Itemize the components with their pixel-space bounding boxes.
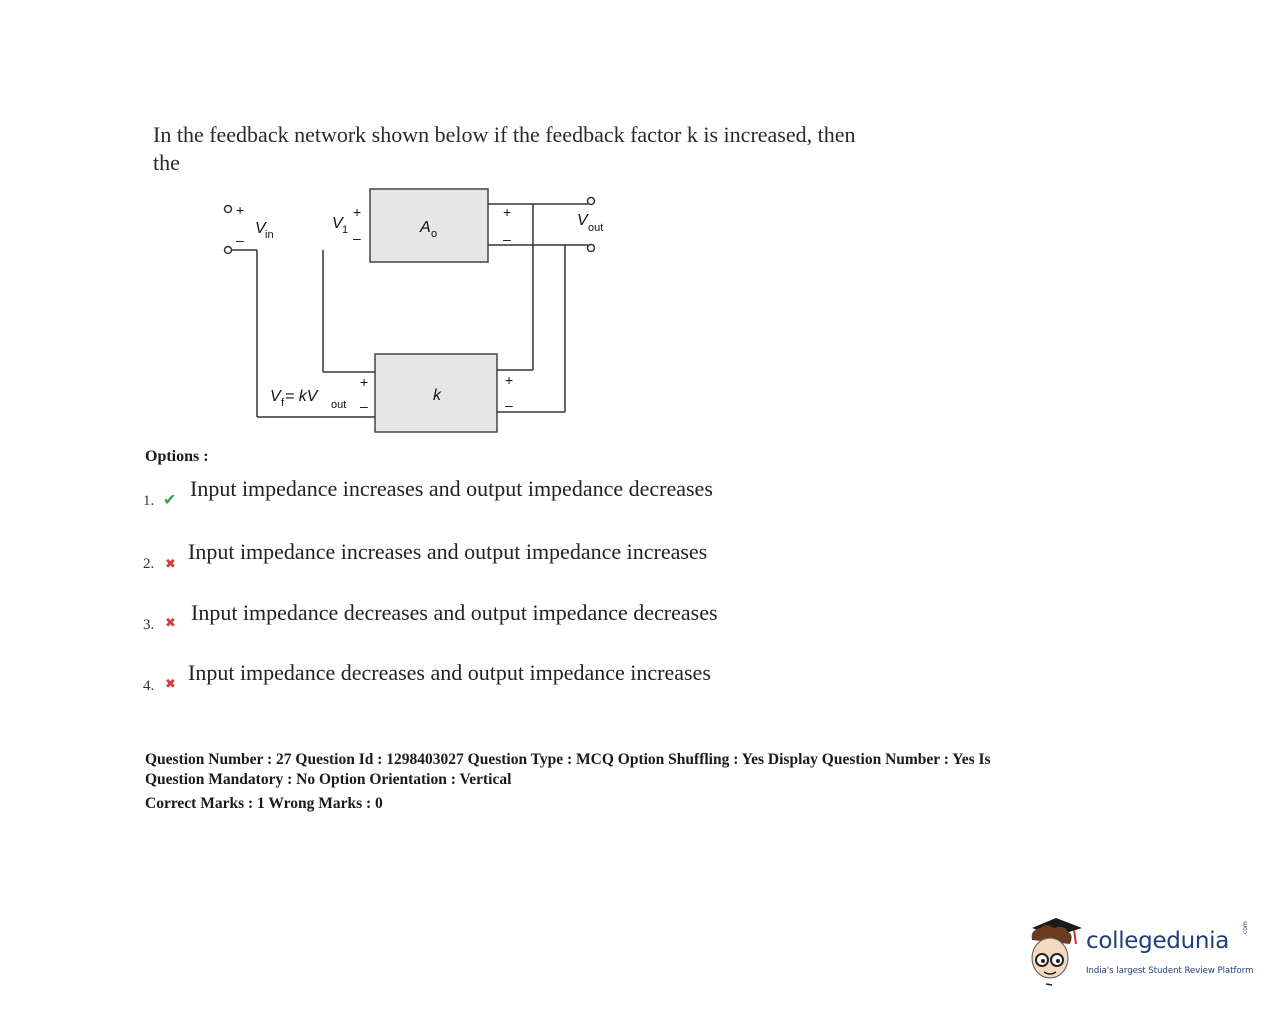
metadata-line-1: Question Number : 27 Question Id : 1298403027 Question Type : MCQ Option Shuffling : Yes Display Question Number : Yes Is: [145, 751, 991, 768]
minus-sign: –: [236, 232, 244, 248]
plus-sign: +: [360, 374, 369, 390]
question-metadata: [145, 750, 1125, 790]
question-line-1: In the feedback network shown below if the feedback factor k is increased, then: [153, 122, 856, 147]
vout-label: V: [577, 212, 588, 229]
amplifier-label: A: [420, 219, 431, 236]
minus-sign: –: [360, 398, 368, 414]
vout-subscript: out: [588, 222, 604, 234]
plus-sign: +: [236, 202, 245, 218]
option-text: Input impedance increases and output impedance decreases: [190, 476, 713, 501]
marks-info: Correct Marks : 1 Wrong Marks : 0: [145, 795, 383, 812]
minus-sign: –: [503, 231, 511, 247]
option-number: 1.: [143, 493, 155, 509]
input-terminal-minus: [225, 247, 232, 254]
option-number: 4.: [143, 678, 155, 694]
feedback-block-label: k: [433, 387, 441, 404]
logo-wordmark: collegedunia: [1086, 928, 1230, 954]
output-terminal-minus: [588, 245, 595, 252]
options-label: Options :: [145, 448, 209, 465]
amplifier-subscript: o: [431, 228, 438, 240]
logo-com-suffix: .com: [1242, 921, 1249, 936]
output-terminal-plus: [588, 198, 595, 205]
option-text: Input impedance decreases and output impedance increases: [188, 660, 711, 685]
question-line-2: the: [153, 150, 180, 175]
feedback-equation-subscript: out: [331, 399, 347, 411]
minus-sign: –: [505, 397, 513, 413]
logo-tagline: India's largest Student Review Platform: [1086, 966, 1254, 976]
option-text: Input impedance increases and output impedance increases: [188, 539, 708, 564]
cross-icon: ✖: [165, 556, 176, 571]
feedback-network-diagram: [215, 182, 625, 442]
cross-icon: ✖: [165, 615, 176, 630]
feedback-equation: = kV: [285, 388, 318, 405]
option-number: 2.: [143, 556, 155, 572]
v1-label: V: [332, 215, 343, 232]
feedback-voltage-subscript: f: [281, 397, 285, 409]
check-icon: ✔: [163, 492, 177, 509]
plus-sign: +: [505, 372, 514, 388]
metadata-line-2: Question Mandatory : No Option Orientation : Vertical: [145, 771, 512, 788]
option-number: 3.: [143, 617, 155, 633]
collegedunia-logo[interactable]: [1024, 914, 1264, 994]
cross-icon: ✖: [165, 676, 176, 691]
question-text: [153, 121, 953, 177]
v1-subscript: 1: [342, 224, 349, 236]
plus-sign: +: [503, 204, 512, 220]
mascot-icon: [1024, 914, 1086, 992]
input-terminal-plus: [225, 206, 232, 213]
feedback-voltage-label: V: [270, 388, 281, 405]
plus-sign: +: [353, 204, 362, 220]
minus-sign: –: [353, 230, 361, 246]
vin-label: V: [255, 220, 266, 237]
option-text: Input impedance decreases and output impedance decreases: [191, 600, 718, 625]
vin-subscript: in: [265, 229, 274, 241]
